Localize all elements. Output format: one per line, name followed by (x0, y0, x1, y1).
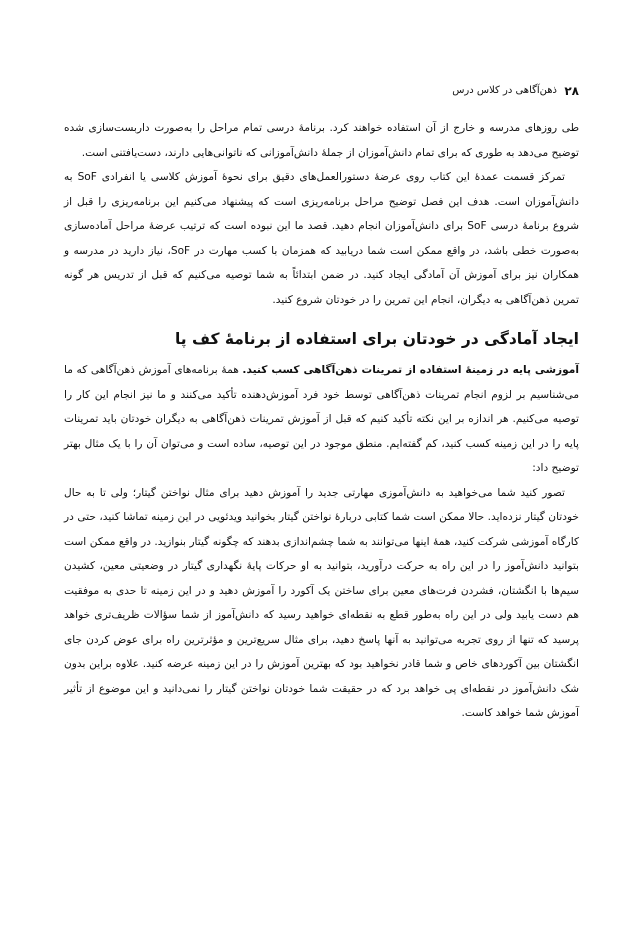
paragraph-3-lead: آموزشی پایه در زمینهٔ استفاده از تمرینات ذهن‌آگاهی کسب کنید. (242, 364, 579, 376)
section-heading: ایجاد آمادگی در خودتان برای استفاده از برنامهٔ کف پا (174, 330, 579, 348)
body-text (64, 116, 579, 726)
page-header (64, 84, 579, 100)
paragraph-1: طی روزهای مدرسه و خارج از آن استفاده خواهند کرد. برنامهٔ درسی تمام مراحل را به‌صورت داربست‌سازی شده توضیح می‌دهد به طوری که برای تمام دانش‌آموزان از جملهٔ دانش‌آموزانی که ناتوانی‌هایی دارند، دست‌یافتنی است. (64, 122, 579, 159)
paragraph-3-rest: همهٔ برنامه‌های آموزش ذهن‌آگاهی که ما می‌شناسیم بر لزوم انجام تمرینات ذهن‌آگاهی توسط خود فرد آموزش‌دهنده تأکید می‌کنند و ما نیز انجام این کار را توصیه می‌کنیم. هر اندازه بر این نکته تأکید کنیم که قبل از آموزش تمرینات ذهن‌آگاهی به دیگران خودتان باید تمرینات پایه را در این زمینه کسب کنید، کم گفته‌ایم. منطق موجود در این توصیه، ساده است و می‌توان آن را با یک مثال بهتر توضیح داد: (64, 364, 579, 474)
paragraph-2: تمرکز قسمت عمدهٔ این کتاب روی عرضهٔ دستورالعمل‌های دقیق برای نحوهٔ آموزش کلاسی یا انفرادی SoF به دانش‌آموزان است. هدف این فصل توضیح مراحل برنامه‌ریزی است که پیشنهاد می‌کنیم این برنامه‌ریزی را قبل از شروع برنامهٔ درسی SoF برای دانش‌آموزان انجام دهید. قصد ما این نبوده است که ترتیب عرضهٔ مراحل آماده‌سازی به‌صورت خطی باشد، در واقع ممکن است شما دریابید که همزمان با کسب مهارت در SoF، نیاز دارید در مدرسه و همکاران نیز برای آموزش آن آمادگی ایجاد کنید. در ضمن ابتدائاً به شما توصیه می‌کنیم که قبل از تدریس هر گونه تمرین ذهن‌آگاهی به دیگران، انجام این تمرین را در خودتان شروع کنید. (64, 171, 580, 306)
paragraph-3 (64, 358, 579, 481)
paragraph-4: تصور کنید شما می‌خواهید به دانش‌آموزی مهارتی جدید را آموزش دهید برای مثال نواختن گیتار؛ ولی تا به حال خودتان گیتار نزده‌اید. حالا ممکن است شما کتابی دربارهٔ نواختن گیتار بخوانید ویدئویی در این زمینه تماشا کنید، حتی در کارگاه آموزشی شرکت کنید، همهٔ اینها می‌توانند به شما چشم‌اندازی بدهند که چگونه گیتار بنوازید. در واقع ممکن است بتوانید دانش‌آموز را در این راه به حرکت درآورید، بتوانید به او حرکات پایهٔ نگهداری گیتار در وضعیتی معین، کشیدن سیم‌ها با انگشتان، فشردن فرت‌های معین برای ساختن یک آکورد را آموزش دهید و در این زمینه تا حدی به موفقیت هم دست یابید ولی در این راه به‌طور قطع به نقطه‌ای خواهید رسید که دانش‌آموز از شما سؤالات ظریف‌تری خواهد پرسید که تنها از روی تجربه می‌توانید به آنها پاسخ دهید، برای مثال سریع‌ترین و مؤثرترین راه برای عوض کردن جای انگشتان بین آکوردهای خاص و شما قادر نخواهید بود که بهترین آموزش را در این زمینه عرضه کنید. علاوه براین بدون شک دانش‌آموز در نقطه‌ای پی خواهد برد که در حقیقت شما خودتان نواختن گیتار را نمی‌دانید و این موضوع از تأثیر آموزش شما خواهد کاست. (64, 486, 579, 719)
page-number: ۲۸ (564, 84, 579, 98)
running-title: ذهن‌آگاهی در کلاس درس (452, 85, 557, 96)
